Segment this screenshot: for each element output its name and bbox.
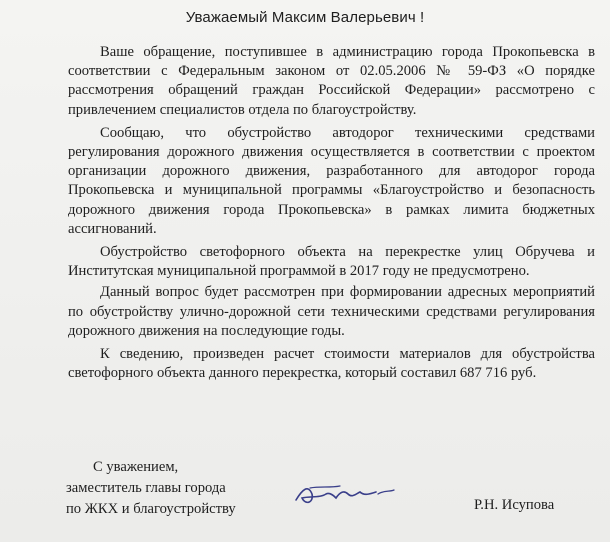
signer-name: Р.Н. Исупова — [474, 497, 555, 513]
paragraph-regulation: Сообщаю, что обустройство автодорог техническими средствами регулирования дорожного движения осуществляется в соответствии с проектом организации дорожного движения, разработанного для автодорог города Прокопьевска и муниципальной программы «Благоустройство и безопасность дорожного движения города Прокопьевска» в рамках лимита бюджетных ассигнований. — [68, 124, 595, 237]
paragraph-future-consideration: Данный вопрос будет рассмотрен при формировании адресных мероприятий по обустройству улично-дорожной сети техническими средствами регулирования дорожного движения на последующие годы. — [68, 284, 595, 339]
letter-greeting: Уважаемый Максим Валерьевич ! — [185, 9, 425, 26]
closing-position: заместитель главы города — [66, 480, 226, 496]
paragraph-appeal: Ваше обращение, поступившее в администрацию города Прокопьевска в соответствии с Федеральным законом от 02.05.2006 № 59-ФЗ «О порядке рассмотрения обращений граждан Российской Федерации» рассмотрено с привлечением специалистов отдела по благоустройству. — [68, 44, 595, 118]
paragraph-not-planned: Обустройство светофорного объекта на перекрестке улиц Обручева и Институтская муниципальной программой в 2017 году не предусмотрено. — [68, 244, 595, 280]
closing-department: по ЖКХ и благоустройству — [66, 501, 236, 517]
closing-block — [66, 457, 236, 520]
handwritten-signature — [290, 476, 400, 516]
closing-regards: С уважением, — [93, 459, 179, 475]
letter-body — [68, 43, 595, 387]
paragraph-cost-estimate: К сведению, произведен расчет стоимости материалов для обустройства светофорного объекта данного перекрестка, который составил 687 716 руб. — [68, 346, 595, 382]
